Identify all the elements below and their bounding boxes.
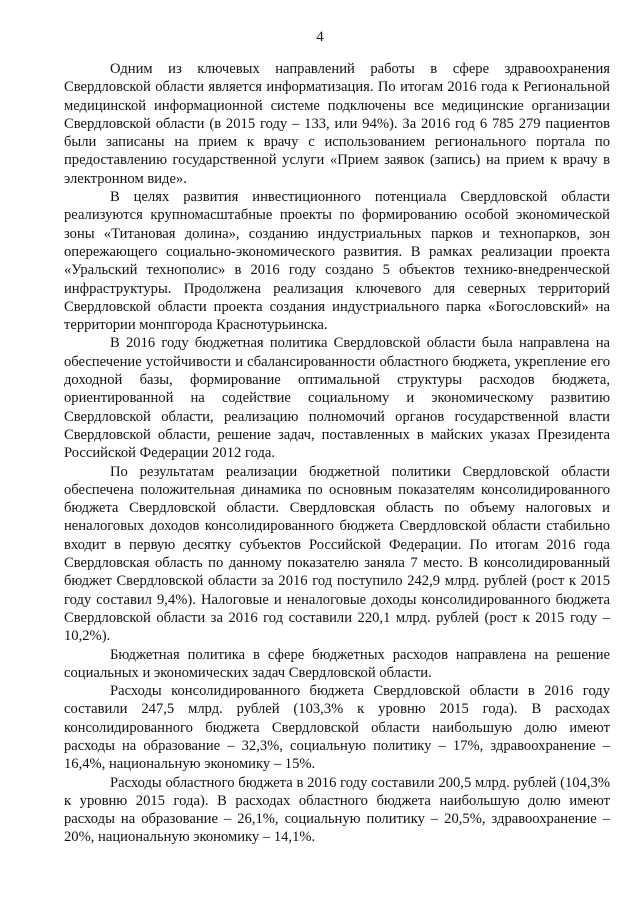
paragraph-investment: В целях развития инвестиционного потенциала Свердловской области реализуются крупномасштабные проекты по формированию особой экономической зоны «Титановая долина», созданию индустриальных парков и технопарков, зон опережающего социально-экономического развития. В рамках реализации проекта «Уральский технополис» в 2016 году создано 5 объектов технико-внедренческой инфраструктуры. Продолжена реализация ключевого для северных территорий Свердловской области проекта создания индустриального парка «Богословский» на территории монпгорода Краснотурьинска.: [64, 189, 610, 334]
paragraph-consolidated-expenses: Расходы консолидированного бюджета Свердловской области в 2016 году составили 247,5 млрд. рублей (103,3% к уровню 2015 года). В расходах консолидированного бюджета Свердловской области наибольшую долю имеют расходы на образование – 32,3%, социальную политику – 17%, здравоохранение – 16,4%, национальную экономику – 15%.: [64, 683, 610, 773]
paragraph-budget-policy: В 2016 году бюджетная политика Свердловской области была направлена на обеспечение устойчивости и сбалансированности областного бюджета, укрепление его доходной базы, формирование оптимальной структуры расходов бюджета, ориентированной на содействие социальному и экономическому развитию Свердловской области, реализацию полномочий органов государственной власти Свердловской области, решение задач, поставленных в майских указах Президента Российской Федерации 2012 года.: [64, 335, 610, 462]
document-body: [64, 60, 610, 847]
page-number: 4: [316, 29, 324, 45]
paragraph-budget-results: По результатам реализации бюджетной политики Свердловской области обеспечена положительная динамика по основным показателям консолидированного бюджета Свердловской области. Свердловская область по объему налоговых и неналоговых доходов консолидированного бюджета Свердловской области стабильно входит в первую десятку субъектов Российской Федерации. По итогам 2016 года Свердловская область по данному показателю заняла 7 место. В консолидированный бюджет Свердловской области за 2016 год поступило 242,9 млрд. рублей (рост к 2015 году составил 9,4%). Налоговые и неналоговые доходы консолидированного бюджета Свердловской области за 2016 год составили 220,1 млрд. рублей (рост к 2015 году – 10,2%).: [64, 463, 610, 645]
paragraph-expenditure-policy: Бюджетная политика в сфере бюджетных расходов направлена на решение социальных и экономических задач Свердловской области.: [64, 646, 610, 681]
paragraph-informatization: Одним из ключевых направлений работы в сфере здравоохранения Свердловской области является информатизация. По итогам 2016 года к Региональной медицинской информационной системе подключены все медицинские организации Свердловской области (в 2015 году – 133, или 94%). За 2016 год 6 785 279 пациентов были записаны на прием к врачу с использованием регионального портала по предоставлению государственной услуги «Прием заявок (запись) на прием к врачу в электронном виде».: [64, 61, 610, 187]
paragraph-regional-expenses: Расходы областного бюджета в 2016 году составили 200,5 млрд. рублей (104,3% к уровню 2015 года). В расходах областного бюджета наибольшую долю имеют расходы на образование – 26,1%, социальную политику – 20,5%, здравоохранение – 20%, национальную экономику – 14,1%.: [64, 774, 610, 846]
